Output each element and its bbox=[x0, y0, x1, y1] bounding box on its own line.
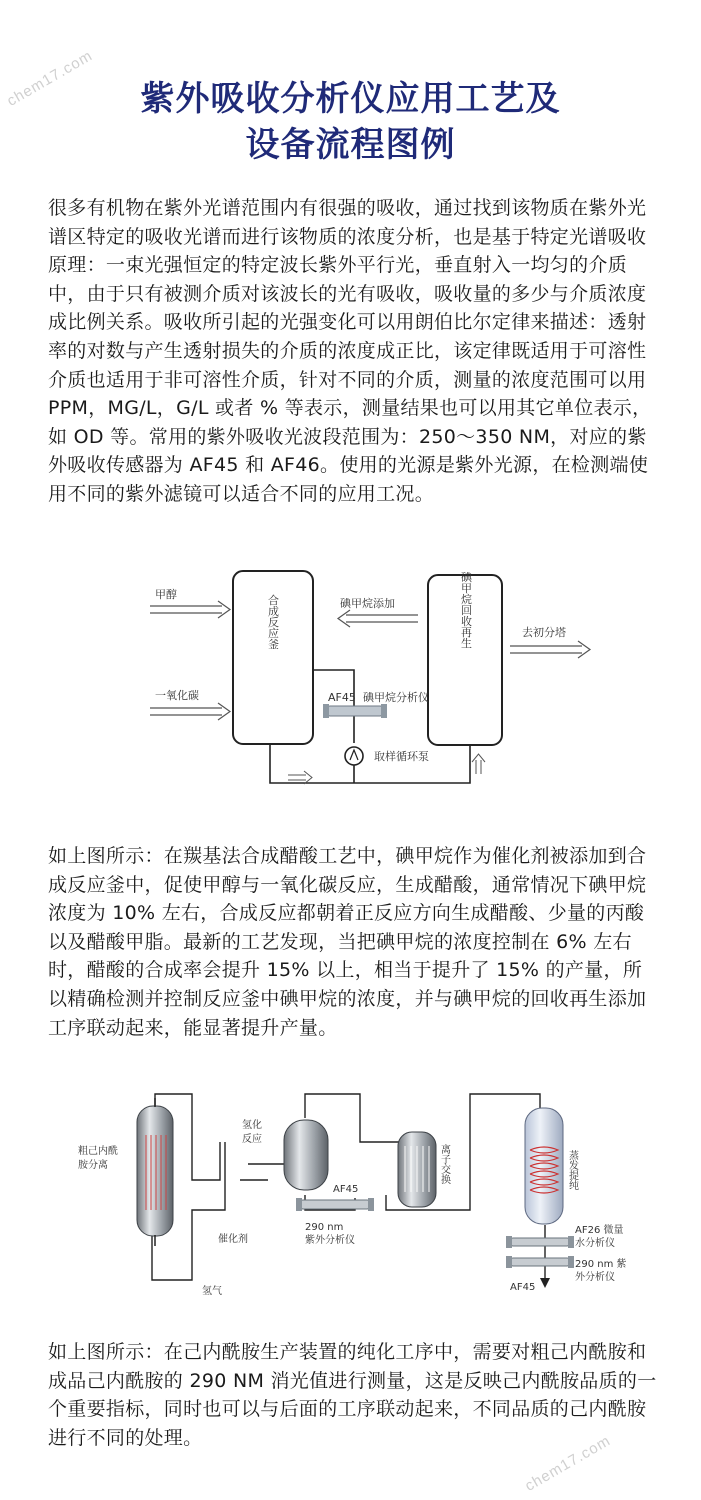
outlet-arrow bbox=[540, 1278, 550, 1288]
iodomethane-add-label: 碘甲烷添加 bbox=[340, 597, 395, 610]
af26-label-b: 水分析仪 bbox=[575, 1238, 615, 1249]
iodomethane-add-arrow bbox=[338, 610, 418, 627]
title-line-2: 设备流程图例 bbox=[245, 125, 456, 165]
analyzer-label: 碘甲烷分析仪 bbox=[363, 691, 429, 704]
page-title bbox=[0, 76, 701, 168]
diagram1-caption: 如上图所示：在羰基法合成醋酸工艺中，碘甲烷作为催化剂被添加到合成反应釜中，促使甲醇与一氧化碳反应，生成醋酸，通常情况下碘甲烷浓度为 10% 左右，合成反应都朝着正反应方向生成醋酸、少量的丙酸以及醋酸甲脂。最新的工艺发现，当把碘甲烷的浓度控制在 6% 左右时，醋酸的合成率会提升 15% 以上，相当于提升了 15% 的产量，所以精确检测并控制反应釜中碘甲烷的浓度，并与碘甲烷的回收再生添加工序联动起来，能显著提升产量。 bbox=[48, 845, 647, 1039]
ion-exchange-vessel bbox=[398, 1132, 436, 1207]
watermark-top: chem17.com bbox=[4, 47, 96, 110]
to-fractionation-arrow bbox=[510, 641, 590, 658]
hydrogen-label: 氢气 bbox=[202, 1286, 222, 1297]
separation-label-b: 胺分离 bbox=[78, 1160, 108, 1171]
co-label: 一氧化碳 bbox=[155, 689, 199, 702]
af45-mid-label: AF45 bbox=[333, 1184, 359, 1195]
af45-out-label: AF45 bbox=[510, 1282, 536, 1293]
diagram2-caption: 如上图所示：在己内酰胺生产装置的纯化工序中，需要对粗己内酰胺和成品己内酰胺的 290 NM 消光值进行测量，这是反映己内酰胺品质的一个重要指标，同时也可以与后面的工序联动起来，不同品质的己内酰胺进行不同的处理。 bbox=[48, 1341, 657, 1449]
flow-arrow-bottom bbox=[288, 771, 312, 784]
uv-mid-label bbox=[305, 1222, 355, 1246]
co-inlet-arrow bbox=[150, 703, 230, 720]
watermark-bottom: chem17.com bbox=[522, 1432, 614, 1495]
af45-right-sensor bbox=[506, 1256, 574, 1268]
separation-label-a: 粗己内酰 bbox=[78, 1146, 118, 1157]
separation-column bbox=[137, 1098, 173, 1246]
pump-icon bbox=[345, 747, 363, 765]
recovery-label: 碘甲烷回收再生 bbox=[459, 571, 473, 649]
evaporation-column bbox=[525, 1108, 563, 1224]
af26-label bbox=[575, 1223, 627, 1249]
hydrogenation-label-a: 氢化 bbox=[242, 1120, 262, 1131]
separation-label bbox=[78, 1144, 121, 1171]
ion-exchange-label: 离子交换 bbox=[438, 1144, 450, 1184]
evaporation-label: 蒸发提纯 bbox=[566, 1150, 578, 1190]
hydrogenation-label-b: 反应 bbox=[242, 1134, 262, 1145]
hydrogenation-reactor bbox=[284, 1120, 328, 1190]
title-line-1: 紫外吸收分析仪应用工艺及 bbox=[140, 79, 561, 119]
caprolactam-purification-diagram bbox=[0, 1080, 701, 1305]
to-fractionation-label: 去初分塔 bbox=[522, 626, 566, 639]
uv-mid-label-b: 紫外分析仪 bbox=[305, 1235, 355, 1246]
flow-arrow-up bbox=[472, 754, 485, 774]
af45-sensor bbox=[323, 704, 387, 718]
acetic-acid-process-diagram bbox=[0, 560, 701, 790]
af45-label: AF45 bbox=[328, 691, 356, 704]
hydrogenation-label bbox=[242, 1118, 265, 1145]
intro-paragraph: 很多有机物在紫外光谱范围内有很强的吸收，通过找到该物质在紫外光谱区特定的吸收光谱而进行该物质的浓度分析，也是基于特定光谱吸收原理：一束光强恒定的特定波长紫外平行光，垂直射入一均匀的介质中，由于只有被测介质对该波长的光有吸收，吸收量的多少与介质浓度成比例关系。吸收所引起的光强变化可以用朗伯比尔定律来描述：透射率的对数与产生透射损失的介质的浓度成正比，该定律既适用于可溶性介质也适用于非可溶性介质，针对不同的介质，测量的浓度范围可以用 PPM，MG/L，G/L 或者 % 等表示，测量结果也可以用其它单位表示，如 OD 等。常用的紫外吸收光波段范围为：250～350 NM，对应的紫外吸收传感器为 AF45 和 AF46。使用的光源是紫外光源，在检测端使用不同的紫外滤镜可以适合不同的应用工况。 bbox=[48, 197, 652, 505]
methanol-inlet-arrow bbox=[150, 601, 230, 618]
af26-sensor bbox=[506, 1236, 574, 1248]
uv-mid-label-a: 290 nm bbox=[305, 1222, 344, 1233]
catalyst-label: 催化剂 bbox=[218, 1234, 248, 1245]
uv-right-label bbox=[575, 1257, 630, 1283]
reactor-label: 合成反应釜 bbox=[266, 594, 280, 650]
af45-mid-sensor bbox=[296, 1198, 374, 1211]
methanol-label: 甲醇 bbox=[155, 588, 177, 601]
uv-right-label-a: 290 nm 紫 bbox=[575, 1259, 627, 1270]
af26-label-a: AF26 微量 bbox=[575, 1225, 624, 1236]
pump-label: 取样循环泵 bbox=[374, 750, 429, 763]
uv-right-label-b: 外分析仪 bbox=[575, 1272, 615, 1283]
